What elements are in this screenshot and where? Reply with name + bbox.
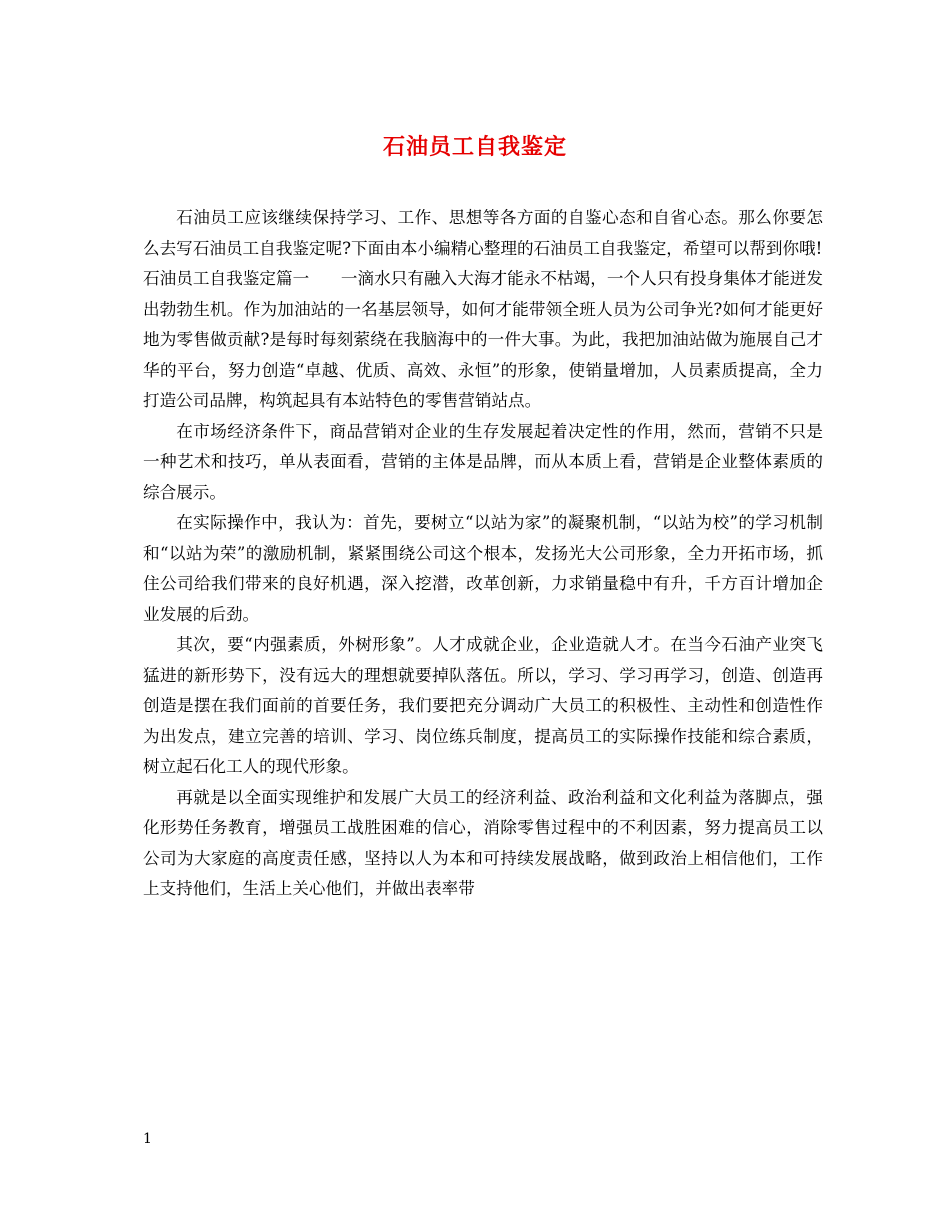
body-paragraph-interests: 再就是以全面实现维护和发展广大员工的经济利益、政治利益和文化利益为落脚点，强化形势任务教育，增强员工战胜困难的信心，消除零售过程中的不利因素，努力提高员工以公司为大家庭的高度责任感，坚持以人为本和可持续发展战略，做到政治上相信他们，工作上支持他们，生活上关心他们，并做出表率带 xyxy=(143,787,823,898)
intro-paragraph: 石油员工应该继续保持学习、工作、思想等各方面的自鉴心态和自省心态。那么你要怎么去写石油员工自我鉴定呢?下面由本小编精心整理的石油员工自我鉴定，希望可以帮到你哦! xyxy=(143,208,823,258)
document-title: 石油员工自我鉴定 xyxy=(382,134,567,160)
section-first-paragraph-text: 一滴水只有融入大海才能永不枯竭，一个人只有投身集体才能迸发出勃勃生机。作为加油站的一名基层领导，如何才能带领全班人员为公司争光?如何才能更好地为零售做贡献?是每时每刻萦绕在我脑海中的一件大事。为此，我把加油站做为施展自己才华的平台，努力创造“卓越、优质、高效、永恒”的形象，使销量增加，人员素质提高，全力打造公司品牌，构筑起具有本站特色的零售营销站点。 xyxy=(143,269,824,410)
body-paragraph-practice: 在实际操作中，我认为：首先，要树立“以站为家”的凝聚机制，“以站为校”的学习机制和“以站为荣”的激励机制，紧紧围绕公司这个根本，发扬光大公司形象，全力开拓市场，抓住公司给我们带来的良好机遇，深入挖潜，改革创新，力求销量稳中有升，千方百计增加企业发展的后劲。 xyxy=(143,513,823,624)
page-number: 1 xyxy=(143,1131,152,1147)
section-label: 石油员工自我鉴定篇一 xyxy=(143,269,310,288)
section-first-paragraph xyxy=(143,264,823,417)
body-paragraph-quality: 其次，要“内强素质，外树形象”。人才成就企业，企业造就人才。在当今石油产业突飞猛进的新形势下，没有远大的理想就要掉队落伍。所以，学习、学习再学习，创造、创造再创造是摆在我们面前的首要任务，我们要把充分调动广大员工的积极性、主动性和创造性作为出发点，建立完善的培训、学习、岗位练兵制度，提高员工的实际操作技能和综合素质，树立起石化工人的现代形象。 xyxy=(143,635,823,776)
document-body xyxy=(143,203,823,905)
body-paragraph-market: 在市场经济条件下，商品营销对企业的生存发展起着决定性的作用，然而，营销不只是一种艺术和技巧，单从表面看，营销的主体是品牌，而从本质上看，营销是企业整体素质的综合展示。 xyxy=(143,421,823,502)
